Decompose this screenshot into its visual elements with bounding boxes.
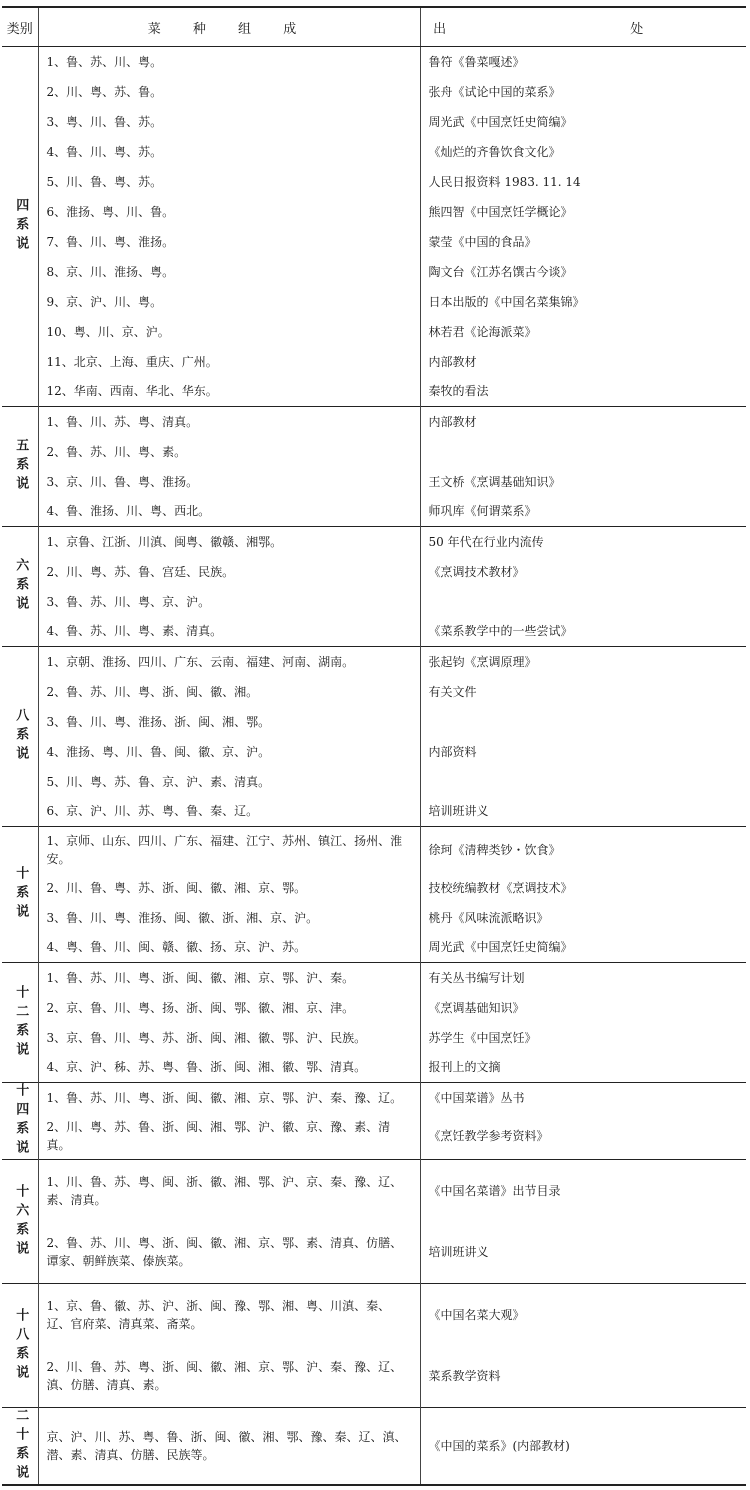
composition-cell: 1、京鲁、江浙、川滇、闽粤、徽赣、湘鄂。 — [38, 527, 420, 557]
source-cell: 徐珂《清稗类钞・饮食》 — [420, 827, 746, 873]
composition-cell: 4、鲁、川、粤、苏。 — [38, 137, 420, 167]
source-cell — [420, 707, 746, 737]
source-cell: 陶文台《江苏名馔古今谈》 — [428, 264, 573, 279]
source-cell: 桃丹《风味流派略识》 — [428, 910, 549, 925]
table-row — [2, 377, 746, 407]
source-cell: 师巩库《何谓菜系》 — [428, 504, 537, 519]
composition-cell: 2、川、鲁、苏、粤、浙、闽、徽、湘、京、鄂、沪、秦、豫、辽、滇、仿膳、清真、素。 — [38, 1346, 420, 1408]
source-cell: 《烹饪教学参考资料》 — [428, 1128, 549, 1143]
table-row — [2, 827, 746, 873]
composition-cell: 3、鲁、苏、川、粤、京、沪。 — [38, 587, 420, 617]
table-row — [2, 287, 746, 317]
table-row — [2, 933, 746, 963]
composition-cell: 4、粤、鲁、川、闽、赣、徽、扬、京、沪、苏。 — [38, 933, 420, 963]
source-cell: 张舟《试论中国的菜系》 — [428, 84, 561, 99]
source-cell: 培训班讲义 — [428, 1245, 489, 1260]
composition-cell: 1、京朝、淮扬、四川、广东、云南、福建、河南、湖南。 — [38, 647, 420, 677]
table-row — [2, 993, 746, 1023]
composition-cell: 1、鲁、苏、川、粤。 — [38, 47, 420, 77]
source-cell — [420, 437, 746, 467]
composition-cell: 5、川、粤、苏、鲁、京、沪、素、清真。 — [38, 767, 420, 797]
table-row — [2, 707, 746, 737]
source-cell: 报刊上的文摘 — [428, 1060, 501, 1075]
source-cell: 《中国名菜大观》 — [420, 1284, 746, 1346]
composition-cell: 1、川、鲁、苏、粤、闽、浙、徽、湘、鄂、沪、京、秦、豫、辽、素、清真。 — [38, 1160, 420, 1222]
source-cell: 菜系教学资料 — [428, 1369, 501, 1384]
source-cell: 内部教材 — [428, 354, 477, 369]
category-cell: 十八系说 — [2, 1284, 38, 1408]
composition-cell: 2、川、粤、苏、鲁、浙、闽、湘、鄂、沪、徽、京、豫、素、清真。 — [38, 1113, 420, 1160]
table-row — [2, 467, 746, 497]
source-cell: 秦牧的看法 — [428, 384, 489, 399]
composition-cell: 7、鲁、川、粤、淮扬。 — [38, 227, 420, 257]
composition-cell: 3、鲁、川、粤、淮扬、闽、徽、浙、湘、京、沪。 — [38, 903, 420, 933]
composition-cell: 2、川、粤、苏、鲁、宫廷、民族。 — [38, 557, 420, 587]
composition-cell: 2、川、粤、苏、鲁。 — [38, 77, 420, 107]
source-cell: 周光武《中国烹饪史简编》 — [428, 114, 573, 129]
table-row — [2, 647, 746, 677]
composition-cell: 4、淮扬、粤、川、鲁、闽、徽、京、沪。 — [38, 737, 420, 767]
table-row — [2, 737, 746, 767]
category-cell: 二十系说 — [2, 1408, 38, 1486]
table-row — [2, 77, 746, 107]
composition-cell: 10、粤、川、京、沪。 — [38, 317, 420, 347]
table-row — [2, 47, 746, 77]
composition-cell: 4、鲁、苏、川、粤、素、清真。 — [38, 617, 420, 647]
table-row — [2, 107, 746, 137]
composition-cell: 2、鲁、苏、川、粤、素。 — [38, 437, 420, 467]
source-cell: 蒙莹《中国的食品》 — [428, 234, 537, 249]
source-cell: 《烹调基础知识》 — [428, 1000, 525, 1015]
source-cell: 内部资料 — [428, 744, 477, 759]
composition-cell: 4、鲁、淮扬、川、粤、西北。 — [38, 497, 420, 527]
table-row — [2, 617, 746, 647]
source-cell: 技校统编教材《烹调技术》 — [428, 880, 573, 895]
source-cell: 日本出版的《中国名菜集锦》 — [428, 294, 585, 309]
table-row — [2, 1023, 746, 1053]
composition-cell: 京、沪、川、苏、粤、鲁、浙、闽、徽、湘、鄂、豫、秦、辽、滇、潜、素、清真、仿膳、民族等。 — [38, 1408, 420, 1486]
source-cell: 培训班讲义 — [428, 804, 489, 819]
category-cell: 十系说 — [2, 827, 38, 963]
table-row — [2, 677, 746, 707]
table-row — [2, 167, 746, 197]
composition-cell: 1、京、鲁、徽、苏、沪、浙、闽、豫、鄂、湘、粤、川滇、秦、辽、官府菜、清真菜、斋菜。 — [38, 1284, 420, 1346]
table-row — [2, 257, 746, 287]
table-row — [2, 557, 746, 587]
source-cell: 鲁符《鲁菜嘎述》 — [420, 47, 746, 77]
source-cell: 《中国名菜谱》出节目录 — [420, 1160, 746, 1222]
composition-cell: 12、华南、西南、华北、华东。 — [38, 377, 420, 407]
source-cell: 有关丛书编写计划 — [420, 963, 746, 993]
composition-cell: 5、川、鲁、粤、苏。 — [38, 167, 420, 197]
header-category: 类别 — [2, 7, 38, 47]
composition-cell: 3、鲁、川、粤、淮扬、浙、闽、湘、鄂。 — [38, 707, 420, 737]
source-cell: 王文桥《烹调基础知识》 — [428, 474, 561, 489]
table-row — [2, 1346, 746, 1408]
table-row — [2, 227, 746, 257]
composition-cell: 3、粤、川、鲁、苏。 — [38, 107, 420, 137]
source-cell: 内部教材 — [420, 407, 746, 437]
table-row — [2, 407, 746, 437]
header-source: 出 处 — [420, 7, 746, 47]
composition-cell: 9、京、沪、川、粤。 — [38, 287, 420, 317]
cuisine-classification-table — [2, 6, 746, 1486]
table-row — [2, 587, 746, 617]
table-row — [2, 1083, 746, 1113]
source-cell: 周光武《中国烹饪史简编》 — [428, 940, 573, 955]
header-composition: 菜 种 组 成 — [38, 7, 420, 47]
table-row — [2, 1408, 746, 1486]
composition-cell: 6、京、沪、川、苏、粤、鲁、秦、辽。 — [38, 797, 420, 827]
table-row — [2, 1113, 746, 1160]
category-cell: 十二系说 — [2, 963, 38, 1083]
composition-cell: 4、京、沪、秭、苏、粤、鲁、浙、闽、湘、徽、鄂、清真。 — [38, 1053, 420, 1083]
table-row — [2, 873, 746, 903]
category-cell: 十四系说 — [2, 1083, 38, 1160]
category-cell: 五系说 — [2, 407, 38, 527]
table-row — [2, 527, 746, 557]
composition-cell: 3、京、川、鲁、粤、淮扬。 — [38, 467, 420, 497]
composition-cell: 2、鲁、苏、川、粤、浙、闽、徽、湘、京、鄂、素、清真、仿膳、谭家、朝鲜族菜、傣族菜。 — [38, 1222, 420, 1284]
table-row — [2, 767, 746, 797]
table-body — [2, 47, 746, 1486]
table-row — [2, 1284, 746, 1346]
composition-cell: 1、京师、山东、四川、广东、福建、江宁、苏州、镇江、扬州、淮安。 — [38, 827, 420, 873]
source-cell — [420, 767, 746, 797]
source-cell: 50 年代在行业内流传 — [420, 527, 746, 557]
source-cell: 熊四智《中国烹饪学概论》 — [428, 204, 573, 219]
composition-cell: 1、鲁、苏、川、粤、浙、闽、徽、湘、京、鄂、沪、秦。 — [38, 963, 420, 993]
source-cell — [420, 587, 746, 617]
table-row — [2, 137, 746, 167]
source-cell: 苏学生《中国烹饪》 — [428, 1030, 537, 1045]
source-cell: 《中国菜谱》丛书 — [420, 1083, 746, 1113]
table-row — [2, 903, 746, 933]
source-cell: 《菜系教学中的一些尝试》 — [428, 624, 573, 639]
composition-cell: 2、京、鲁、川、粤、扬、浙、闽、鄂、徽、湘、京、津。 — [38, 993, 420, 1023]
table-row — [2, 347, 746, 377]
category-cell: 四系说 — [2, 47, 38, 407]
source-cell: 《灿烂的齐鲁饮食文化》 — [428, 144, 561, 159]
composition-cell: 6、淮扬、粤、川、鲁。 — [38, 197, 420, 227]
source-cell: 《中国的菜系》(内部教材) — [420, 1408, 746, 1486]
table-row — [2, 1160, 746, 1222]
category-cell: 十六系说 — [2, 1160, 38, 1284]
table-row — [2, 437, 746, 467]
composition-cell: 1、鲁、苏、川、粤、浙、闽、徽、湘、京、鄂、沪、秦、豫、辽。 — [38, 1083, 420, 1113]
source-cell: 张起钧《烹调原理》 — [420, 647, 746, 677]
category-cell: 八系说 — [2, 647, 38, 827]
table-row — [2, 797, 746, 827]
table-row — [2, 497, 746, 527]
composition-cell: 2、川、鲁、粤、苏、浙、闽、徽、湘、京、鄂。 — [38, 873, 420, 903]
composition-cell: 11、北京、上海、重庆、广州。 — [38, 347, 420, 377]
composition-cell: 1、鲁、川、苏、粤、清真。 — [38, 407, 420, 437]
source-cell: 林若君《论海派菜》 — [428, 324, 537, 339]
table-row — [2, 963, 746, 993]
table-row — [2, 1053, 746, 1083]
composition-cell: 2、鲁、苏、川、粤、浙、闽、徽、湘。 — [38, 677, 420, 707]
table-row — [2, 197, 746, 227]
table-header-row — [2, 7, 746, 47]
source-cell: 人民日报资料 1983. 11. 14 — [428, 174, 581, 189]
source-cell: 《烹调技术教材》 — [428, 564, 525, 579]
composition-cell: 8、京、川、淮扬、粤。 — [38, 257, 420, 287]
composition-cell: 3、京、鲁、川、粤、苏、浙、闽、湘、徽、鄂、沪、民族。 — [38, 1023, 420, 1053]
table-row — [2, 317, 746, 347]
source-cell: 有关文件 — [428, 684, 477, 699]
category-cell: 六系说 — [2, 527, 38, 647]
table-row — [2, 1222, 746, 1284]
